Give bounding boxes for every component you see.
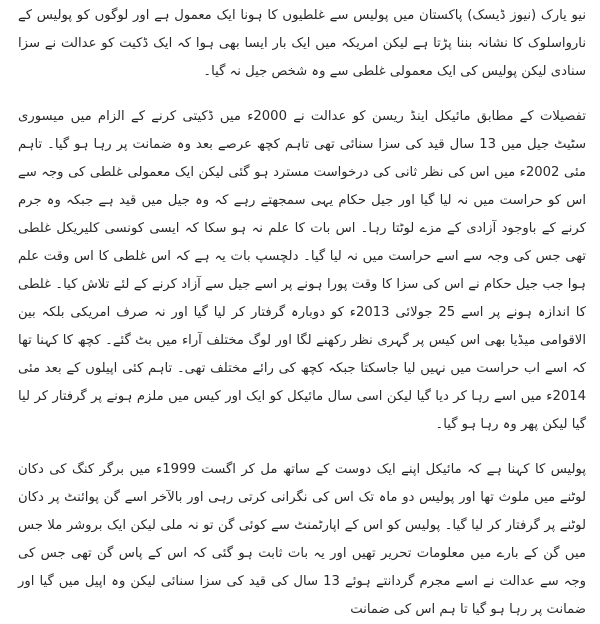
article-paragraph-intro: نیو یارک (نیوز ڈیسک) پاکستان میں پولیس سے غلطیوں کا ہونا ایک معمول ہے اور لوگوں کو پولیس کے نارواسلوک کا نشانہ بننا پڑتا ہے لیکن امریکہ میں ایک بار ایسا بھی ہوا کہ ایک ڈکیت کو عدالت نے سزا سنادی لیکن پولیس کی ایک معمولی غلطی سے وہ شخص جیل نہ گیا۔ — [18, 8, 586, 79]
article-paragraph-details: تفصیلات کے مطابق مائیکل اینڈ ریسن کو عدالت نے 2000ء میں ڈکیتی کرنے کے الزام میں میسوری سٹیٹ جیل میں 13 سال قید کی سزا سنائی تھی تاہم کچھ عرصے بعد وہ ضمانت پر رہا ہو گیا۔ تاہم مئی 2002ء میں اس کی نظر ثانی کی درخواست مسترد ہو گئی لیکن ایک معمولی غلطی کی وجہ سے اس کو حراست میں نہ لیا گیا اور جیل حکام یہی سمجھتے رہے کہ وہ جیل میں قید ہے جبکہ وہ جرم کرنے کے باوجود آزادی کے مزے لوٹتا رہا۔ اس بات کا علم نہ ہو سکا کہ ایسی کونسی کلیریکل غلطی تھی جس کی وجہ سے اسے حراست میں نہ لیا گیا۔ دلچسپ بات یہ ہے کہ اس غلطی کا اس وقت علم ہوا جب جیل حکام نے اس کی سزا کا وقت پورا ہونے پر اسے جیل سے آزاد کرنے کے لئے تلاش کیا۔ غلطی کا اندازہ ہونے پر اسے 25 جولائی 2013ء کو دوبارہ گرفتار کر لیا گیا اور نہ صرف امریکی بلکہ بین الاقوامی میڈیا بھی اس کیس پر گہری نظر رکھنے لگا اور لوگ مختلف آراء میں بٹ گئے۔ کچھ کا کہنا تھا کہ اسے اب حراست میں نہیں لیا جاسکتا جبکہ کچھ کی رائے مختلف تھی۔ تاہم کئی اپیلوں کے بعد مئی 2014ء میں اسے رہا کر دیا گیا لیکن اسی سال مائیکل کو ایک اور کیس میں ملزم ہونے پر گرفتار کر لیا گیا لیکن پھر وہ رہا ہو گیا۔ — [18, 109, 586, 432]
article-paragraph-police-statement: پولیس کا کہنا ہے کہ مائیکل اپنے ایک دوست کے ساتھ مل کر اگست 1999ء میں برگر کنگ کی دکان لوٹنے میں ملوث تھا اور پولیس دو ماہ تک اس کی نگرانی کرتی رہی اور بالآخر اسے گن پوائنٹ پر دکان لوٹنے پر گرفتار کر لیا گیا۔ پولیس کو اس کے اپارٹمنٹ سے کوئی گن تو نہ ملی لیکن ایک بروشر ملا جس میں گن کے بارے میں معلومات تحریر تھیں اور یہ بات ثابت ہو گئی کہ اس کے پاس گن تھی جس کی وجہ سے عدالت نے اسے مجرم گردانتے ہوئے 13 سال کی قید کی سزا سنائی لیکن وہ اپیل میں گیا اور ضمانت پر رہا ہو گیا تا ہم اس کی ضمانت — [18, 462, 587, 617]
